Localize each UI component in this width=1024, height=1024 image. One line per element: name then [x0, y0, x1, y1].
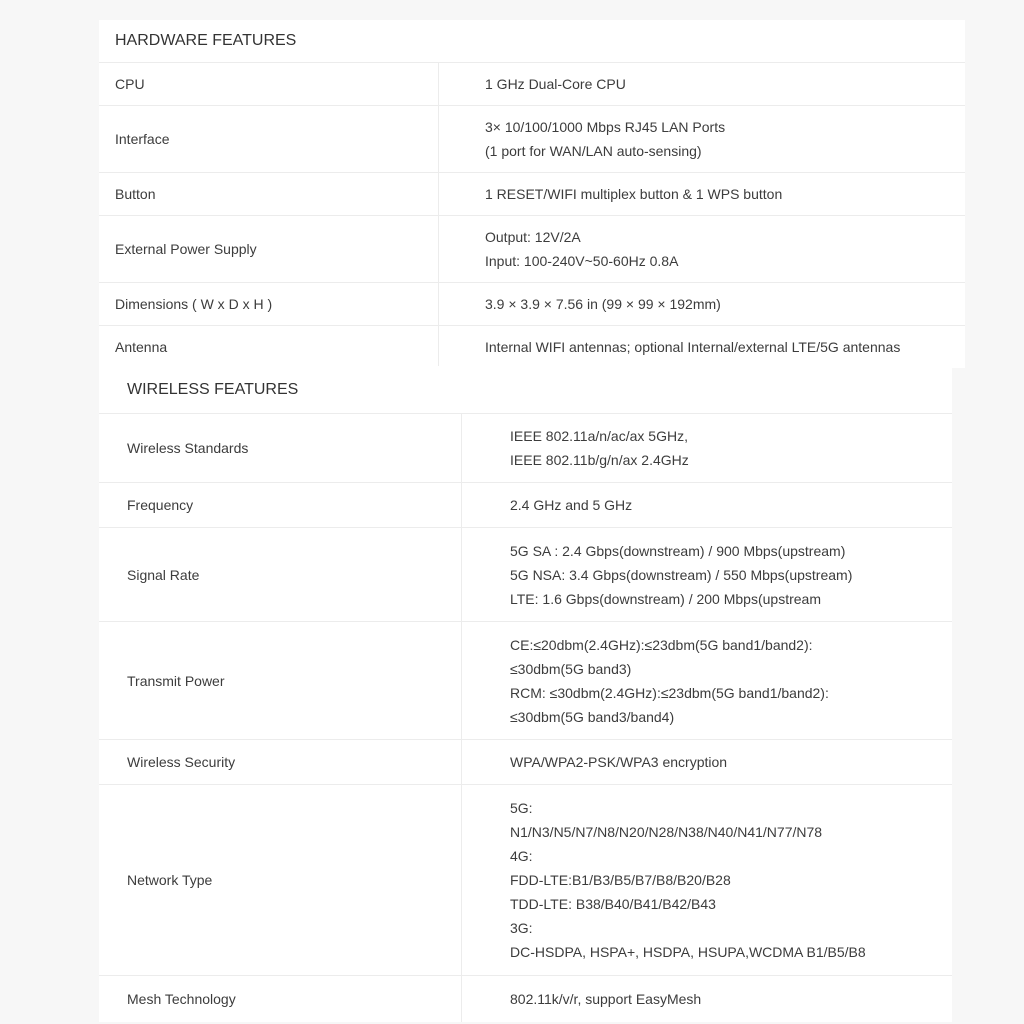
spec-value-line: 802.11k/v/r, support EasyMesh	[510, 991, 702, 1007]
spec-label: External Power Supply	[99, 216, 439, 282]
spec-value	[462, 528, 852, 621]
spec-row-transmit-power	[99, 622, 952, 740]
spec-value-line: N1/N3/N5/N7/N8/N20/N28/N38/N40/N41/N77/N78	[510, 824, 823, 840]
spec-row-button	[99, 173, 965, 216]
spec-value-line: 3.9 × 3.9 × 7.56 in (99 × 99 × 192mm)	[485, 296, 721, 312]
spec-value	[462, 622, 829, 739]
spec-value-line: DC-HSDPA, HSPA+, HSDPA, HSUPA,WCDMA B1/B5/B8	[510, 944, 866, 960]
spec-label: Button	[99, 173, 439, 215]
spec-row-mesh-technology	[99, 976, 952, 1022]
spec-row-signal-rate	[99, 528, 952, 622]
spec-label: CPU	[99, 63, 439, 105]
spec-value	[462, 785, 866, 975]
wireless-features-table	[99, 366, 952, 1022]
spec-value-line: Internal WIFI antennas; optional Internal/external LTE/5G antennas	[485, 339, 901, 355]
spec-value-line: IEEE 802.11a/n/ac/ax 5GHz,	[510, 428, 688, 444]
spec-value	[439, 106, 725, 172]
spec-value-line: FDD-LTE:B1/B3/B5/B7/B8/B20/B28	[510, 872, 731, 888]
spec-value-line: 5G NSA: 3.4 Gbps(downstream) / 550 Mbps(upstream)	[510, 566, 853, 583]
spec-value	[439, 63, 626, 105]
spec-value	[462, 414, 689, 482]
spec-label: Interface	[99, 106, 439, 172]
spec-value-line: IEEE 802.11b/g/n/ax 2.4GHz	[510, 452, 689, 468]
spec-row-interface	[99, 106, 965, 173]
spec-value-line: 4G:	[510, 848, 533, 864]
spec-value-line: (1 port for WAN/LAN auto-sensing)	[485, 143, 702, 159]
spec-label: Antenna	[99, 326, 439, 368]
spec-row-network-type	[99, 785, 952, 976]
spec-value	[462, 483, 632, 527]
spec-row-frequency	[99, 483, 952, 528]
spec-value	[439, 216, 678, 282]
spec-value-line: WPA/WPA2-PSK/WPA3 encryption	[510, 754, 728, 770]
spec-value	[439, 283, 721, 325]
spec-label: Wireless Security	[99, 740, 462, 784]
spec-value-line: ≤30dbm(5G band3/band4)	[510, 708, 675, 725]
spec-value-line: 5G:	[510, 800, 533, 816]
spec-value	[462, 740, 727, 784]
spec-value-line: 2.4 GHz and 5 GHz	[510, 497, 633, 513]
spec-value-line: 3× 10/100/1000 Mbps RJ45 LAN Ports	[485, 119, 726, 135]
spec-row-antenna	[99, 326, 965, 368]
spec-value-line: Input: 100-240V~50-60Hz 0.8A	[485, 253, 679, 269]
spec-label: Transmit Power	[99, 622, 462, 739]
spec-value-line: 5G SA : 2.4 Gbps(downstream) / 900 Mbps(upstream)	[510, 542, 846, 559]
spec-label: Signal Rate	[99, 528, 462, 621]
spec-label: Mesh Technology	[99, 976, 462, 1022]
spec-value-line: 1 RESET/WIFI multiplex button & 1 WPS button	[485, 186, 783, 202]
spec-value-line: 1 GHz Dual-Core CPU	[485, 76, 626, 92]
spec-value	[462, 976, 701, 1022]
spec-value-line: LTE: 1.6 Gbps(downstream) / 200 Mbps(upstream	[510, 590, 821, 607]
spec-value-line: CE:≤20dbm(2.4GHz):≤23dbm(5G band1/band2):	[510, 636, 813, 653]
hardware-features-heading: HARDWARE FEATURES	[99, 20, 965, 63]
hardware-features-table	[99, 20, 965, 368]
spec-label: Dimensions ( W x D x H )	[99, 283, 439, 325]
spec-value-line: ≤30dbm(5G band3)	[510, 660, 632, 677]
spec-row-wireless-standards	[99, 414, 952, 483]
wireless-features-heading: WIRELESS FEATURES	[99, 366, 952, 414]
spec-row-cpu	[99, 63, 965, 106]
spec-value-line: 3G:	[510, 920, 533, 936]
spec-label: Network Type	[99, 785, 462, 975]
spec-value	[439, 173, 782, 215]
spec-row-dimensions	[99, 283, 965, 326]
spec-value-line: Output: 12V/2A	[485, 229, 581, 245]
spec-value-line: TDD-LTE: B38/B40/B41/B42/B43	[510, 896, 716, 912]
spec-row-wireless-security	[99, 740, 952, 785]
spec-label: Wireless Standards	[99, 414, 462, 482]
spec-label: Frequency	[99, 483, 462, 527]
spec-value-line: RCM: ≤30dbm(2.4GHz):≤23dbm(5G band1/band2):	[510, 684, 829, 701]
spec-row-external-power-supply	[99, 216, 965, 283]
spec-value	[439, 326, 900, 368]
